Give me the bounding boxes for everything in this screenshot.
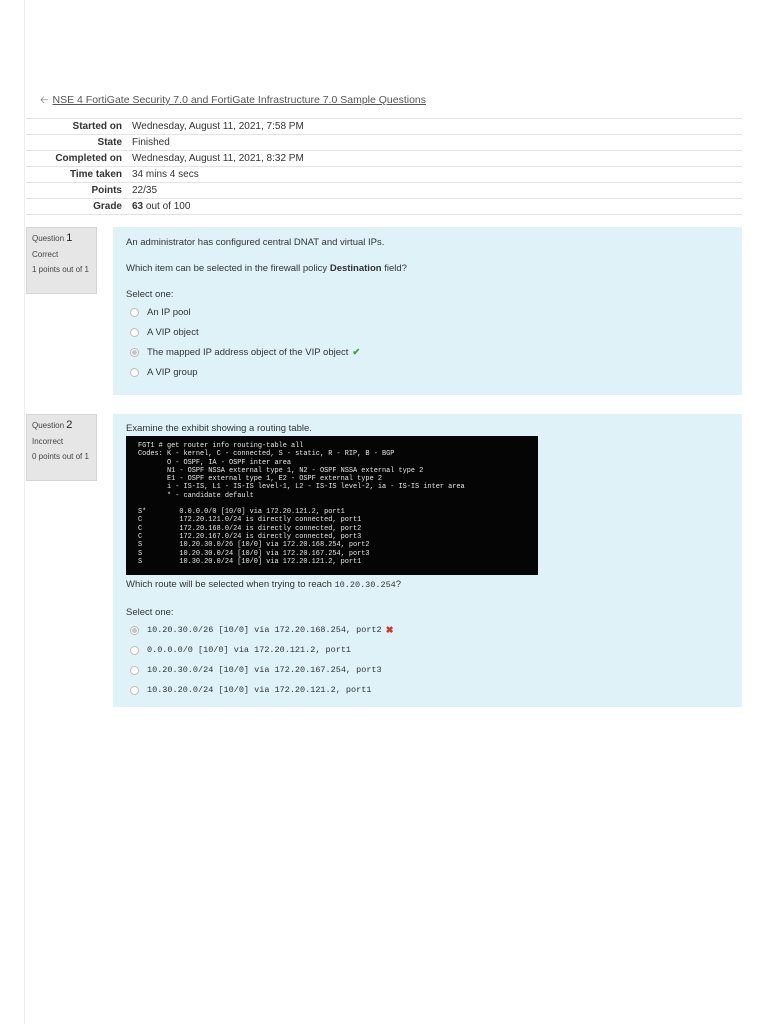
question-1-info [26,227,97,294]
question-prompt [126,263,729,274]
answer-option[interactable] [126,660,729,680]
summary-row [26,167,742,183]
routing-table-exhibit [126,436,538,575]
summary-label: Completed on [55,153,122,164]
radio-button[interactable] [130,368,139,377]
terminal-line: S 10.20.30.0/24 [10/0] via 172.20.167.254, port3 [138,549,370,558]
answer-option[interactable] [126,640,729,660]
option-label: An IP pool [147,306,191,318]
question-number: 1 [66,232,73,244]
prompt-text: ? [395,579,402,590]
question-2-info [26,414,97,481]
summary-row [26,183,742,199]
select-one-label: Select one: [126,607,174,618]
summary-row [26,199,742,215]
summary-label: Grade [93,201,122,212]
select-one-label: Select one: [126,289,174,300]
terminal-line: C 172.20.167.0/24 is directly connected, port3 [138,532,362,541]
question-label: Question [32,234,65,243]
question-label: Question [32,421,65,430]
grade-score: 63 [132,201,144,212]
question-text: Examine the exhibit showing a routing table. [126,423,312,434]
terminal-line: O - OSPF, IA - OSPF inter area [138,458,291,467]
answer-option[interactable] [126,342,729,362]
prompt-bold: Destination [329,263,382,274]
summary-label: Started on [72,121,122,132]
radio-button[interactable] [130,646,139,655]
terminal-line: C 172.20.168.0/24 is directly connected, port2 [138,524,362,533]
radio-button[interactable] [130,666,139,675]
summary-label: Time taken [69,169,122,180]
question-points: 0 points out of 1 [32,452,89,461]
summary-value: 22/35 [132,185,158,196]
prompt-ip: 10.20.30.254 [334,580,396,590]
summary-row [26,119,742,135]
summary-label: Points [91,185,122,196]
option-label: 10.20.30.0/24 [10/0] via 172.20.167.254, port3 [147,665,382,675]
summary-value: Finished [132,137,170,148]
option-label: The mapped IP address object of the VIP object [147,346,349,358]
question-points: 1 points out of 1 [32,265,89,274]
summary-value: 34 mins 4 secs [132,169,199,180]
terminal-line: E1 - OSPF external type 1, E2 - OSPF external type 2 [138,475,382,484]
answer-option[interactable] [126,302,729,322]
radio-button[interactable] [130,328,139,337]
summary-value: Wednesday, August 11, 2021, 8:32 PM [132,153,304,164]
answer-option[interactable] [126,680,729,700]
terminal-line: N1 - OSPF NSSA external type 1, N2 - OSPF NSSA external type 2 [138,466,424,475]
question-state: Incorrect [32,437,64,446]
radio-button[interactable] [130,686,139,695]
summary-row [26,135,742,151]
summary-row [26,151,742,167]
question-text: An administrator has configured central DNAT and virtual IPs. [126,237,385,248]
terminal-line: C 172.20.121.0/24 is directly connected, port1 [138,516,362,525]
arrow-left-icon: 🡠 [40,94,49,106]
cross-icon: ✖ [385,624,394,636]
question-state: Correct [32,250,59,259]
question-1-content [113,227,742,395]
summary-value [128,199,742,215]
question-prompt [126,579,729,590]
prompt-text: Which route will be selected when trying to reach [126,579,335,590]
summary-label: State [97,137,122,148]
radio-button-selected[interactable] [130,626,139,635]
terminal-line [138,500,526,508]
prompt-text: field? [381,263,407,274]
answer-option[interactable] [126,322,729,342]
answer-option[interactable] [126,620,729,640]
summary-value: Wednesday, August 11, 2021, 7:58 PM [132,121,304,132]
question-number: 2 [66,419,73,431]
page-border [24,0,25,1024]
check-icon: ✔ [352,346,361,358]
radio-button-selected[interactable] [130,348,139,357]
option-label: 10.30.20.0/24 [10/0] via 172.20.121.2, port1 [147,685,372,695]
grade-max: out of 100 [143,201,191,212]
question-2-content [113,414,742,707]
option-label: A VIP object [147,326,199,338]
attempt-summary-table [26,118,742,215]
prompt-text: Which item can be selected in the firewall policy [126,263,330,274]
option-label: 10.20.30.0/26 [10/0] via 172.20.168.254, port2 [147,625,382,635]
terminal-line: * - candidate default [138,491,254,500]
terminal-line: i - IS-IS, L1 - IS-IS level-1, L2 - IS-IS level-2, ia - IS-IS inter area [138,483,465,492]
terminal-line: Codes: K - kernel, C - connected, S - static, R - RIP, B - BGP [138,450,395,459]
back-to-quiz-link[interactable] [40,92,426,110]
radio-button[interactable] [130,308,139,317]
back-link-text: NSE 4 FortiGate Security 7.0 and FortiGate Infrastructure 7.0 Sample Questions [52,94,427,106]
answer-option[interactable] [126,362,729,382]
terminal-line: S* 0.0.0.0/0 [10/0] via 172.20.121.2, port1 [138,508,345,517]
terminal-line: FGT1 # get router info routing-table all [138,442,304,450]
terminal-line: S 10.20.30.0/26 [10/0] via 172.20.168.254, port2 [138,541,370,550]
terminal-line: S 10.30.20.0/24 [10/0] via 172.20.121.2, port1 [138,557,362,566]
option-label: 0.0.0.0/0 [10/0] via 172.20.121.2, port1 [147,645,352,655]
option-label: A VIP group [147,366,198,378]
